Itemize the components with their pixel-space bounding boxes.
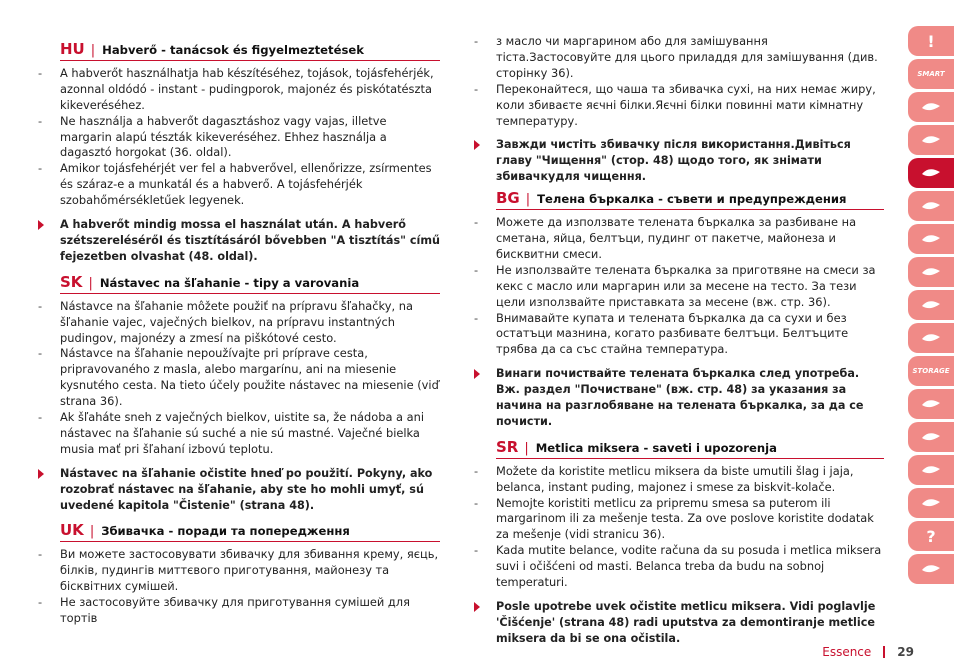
section-heading — [496, 437, 884, 459]
kneading-hook-icon-shape — [919, 228, 943, 250]
chapter-tabs — [908, 26, 954, 587]
section-hu — [38, 42, 440, 265]
beater-icon-shape — [919, 96, 943, 118]
beater-icon[interactable] — [908, 92, 954, 122]
smart-control-icon[interactable] — [908, 59, 954, 89]
cleaning-note — [474, 599, 884, 647]
note-text: A habverőt mindig mossa el használat után. A habverő szétszerelésérőI és tisztításáról bővebben "A tisztítás" című fejezetben olvashat (48. oldal). — [60, 218, 440, 263]
kneading-hook-icon[interactable] — [908, 224, 954, 254]
meat-mincer-icon-shape — [919, 294, 943, 316]
tips-list — [38, 66, 440, 209]
list-item: - A habverőt használhatja hab készítéséhez, tojások, tojásfehérjék, azonnal oldódó - instant - pudingporok, majonéz és piskótatészta kikeveréséhez. — [38, 66, 440, 114]
list-item: - Внимавайте купата и телената бъркалка да са сухи и без остатъци мазнина, когато разбивате белтъци. Белтъците трябва да са със стайна температура. — [474, 311, 884, 359]
note-marker-icon — [38, 469, 44, 479]
footer-divider — [883, 646, 885, 658]
mixer-attachment-icon[interactable] — [908, 257, 954, 287]
heading-divider: | — [90, 43, 96, 58]
tab-glyph: SMART — [917, 70, 945, 78]
cleaning-note — [38, 466, 440, 514]
citrus-press-icon[interactable] — [908, 323, 954, 353]
language-code: UK — [60, 521, 84, 540]
recipe-icon[interactable] — [908, 554, 954, 584]
blender-icon-shape — [919, 195, 943, 217]
tap-icon-shape — [919, 393, 943, 415]
heading-divider: | — [88, 275, 93, 291]
right-column — [474, 34, 884, 657]
note-marker-icon — [38, 220, 44, 230]
list-item: - Amikor tojásfehérjét ver fel a habverővel, ellenőrizze, zsírmentes és száraz-e a munkatál és a habverő. A tojásfehérjék szobahőmérsékletűek legyenek. — [38, 161, 440, 209]
storage-icon[interactable] — [908, 356, 954, 386]
tap-icon[interactable] — [908, 389, 954, 419]
list-item: - Переконайтеся, що чаша та збивачка сухі, на них немає жиру, коли збиваєте яєчні білки.Яєчні білки повинні мати кімнатну температуру. — [474, 82, 884, 130]
section-title: Збивачка - поради та попередження — [101, 524, 350, 539]
section-heading — [60, 523, 440, 542]
list-item: - Ak šľaháte sneh z vaječných bielkov, uistite sa, že nádoba a ani nástavec na šľahanie sú suché a nie sú mastné. Vaječné bielka musia mať pri šľahaní izbovú teplotu. — [38, 410, 440, 458]
whisk-icon-shape — [919, 129, 943, 151]
section-heading — [60, 272, 440, 294]
section-bg — [474, 191, 884, 430]
section-uk — [38, 523, 440, 626]
note-text: Nástavec na šľahanie očistite hneď po použití. Pokyny, ako rozobrať nástavec na šľahanie, aby ste ho mohli umyť, sú uvedené kapitola "Čistenie" (strana 48). — [60, 466, 433, 512]
list-item: - Ne használja a habverőt dagasztáshoz vagy vajas, illetve margarin alapú tészták kikeveréséhez. Ehhez használja a dagasztó horgokat (36. oldal). — [38, 114, 440, 162]
tips-list — [38, 547, 440, 627]
recycle-icon[interactable] — [908, 422, 954, 452]
section-heading — [496, 191, 884, 210]
magnifier-icon-shape — [919, 459, 943, 481]
list-item: - Не застосовуйте збивачку для приготування сумішей для тортів — [38, 595, 440, 627]
list-item: - Kada mutite belance, vodite računa da su posuda i metlica miksera suvi i očišćeni od masti. Belanca treba da budu na sobnoj temperaturi. — [474, 543, 884, 591]
question-icon[interactable] — [908, 521, 954, 551]
tab-glyph: ! — [927, 31, 935, 51]
tab-glyph: STORAGE — [912, 367, 950, 375]
brand-name: Essence — [822, 645, 872, 659]
page-number: 29 — [897, 645, 914, 659]
list-item: - Ви можете застосовувати збивачку для збивання кремy, яєць, білків, пудингів миттєвого приготування, майонезу та бісквітних сумішей. — [38, 547, 440, 595]
section-sr — [474, 437, 884, 647]
tips-list — [474, 215, 884, 358]
page-footer — [822, 645, 914, 659]
list-item: - Nemojte koristiti metlicu za pripremu smesa sa puterom ili margarinom ili za mešenje testa. Za ove poslove koristite dodatak za mešenje (vidi stranicu 36). — [474, 496, 884, 544]
meat-mincer-icon[interactable] — [908, 290, 954, 320]
tips-list — [38, 299, 440, 458]
list-item: - Nástavce na šľahanie môžete použiť na prípravu šľahačky, na šľahanie vajec, vaječných bielkov, na prípravu instantných pudingov, majonézy a zmesí na piškótové cesto. — [38, 299, 440, 347]
language-code: SK — [60, 272, 83, 291]
exclamation-icon[interactable] — [908, 26, 954, 56]
world-wide-guarantee-icon[interactable] — [908, 488, 954, 518]
mixer-attachment-icon-shape — [919, 261, 943, 283]
whisk-attachment-icon-shape — [919, 162, 943, 184]
note-marker-icon — [474, 369, 480, 379]
tips-list — [474, 464, 884, 591]
recycle-icon-shape — [919, 426, 943, 448]
note-text: Винаги почиствайте телената бъркалка след употреба. Вж. раздел "Почистване" (вж. стр. 48) за указания за начина на разглобяване на телената бъркалка, за да се почисти. — [496, 367, 864, 428]
continued-note: Завжди чистіть збивачку після використання.Дивіться главу "Чищення" (стор. 48) щодо того, як знімати збивачкудля чищення. — [474, 137, 884, 185]
section-sk — [38, 272, 440, 514]
heading-divider: | — [89, 524, 95, 540]
cleaning-note — [474, 366, 884, 430]
left-column — [38, 36, 440, 637]
heading-divider: | — [524, 440, 529, 456]
language-code: SR — [496, 437, 519, 456]
blender-icon[interactable] — [908, 191, 954, 221]
note-marker-icon — [474, 602, 480, 612]
world-wide-guarantee-icon-shape — [919, 492, 943, 514]
list-item: - Nástavce na šľahanie nepoužívajte pri príprave cesta, pripravovaného z masla, alebo margarínu, ani na miesenie kysnutého cesta. Na tieto účely použite nástavec na miesenie (viď strana 36). — [38, 346, 440, 410]
language-code: HU — [60, 40, 85, 58]
magnifier-icon[interactable] — [908, 455, 954, 485]
cleaning-note — [38, 217, 440, 265]
list-item: - Možete da koristite metlicu miksera da biste umutili šlag i jaja, belanca, instant puding, majonez i smese za biskvit-kolače. — [474, 464, 884, 496]
section-title: Habverő - tanácsok és figyelmeztetések — [102, 43, 364, 57]
section-title: Metlica miksera - saveti i upozorenja — [535, 440, 777, 455]
list-item: - Можете да използвате телената бъркалка за разбиване на сметана, яйца, белтъци, пудинг от пакетче, майонеза и бисквитни смеси. — [474, 215, 884, 263]
section-title: Nástavec na šľahanie - tipy a varovania — [99, 275, 360, 290]
heading-divider: | — [525, 192, 531, 208]
continued-list — [474, 34, 884, 129]
citrus-press-icon-shape — [919, 327, 943, 349]
note-marker-icon — [474, 140, 480, 150]
note-text: Posle upotrebe uvek očistite metlicu miksera. Vidi poglavlje 'Čišćenje' (strana 48) radi uputstva za demontiranje metlice miksera da bi se ona očistila. — [496, 600, 876, 645]
language-code: BG — [496, 189, 520, 208]
tab-glyph: ? — [926, 526, 936, 546]
list-item: - з масло чи маргарином або для замішування тіста.Застосовуйте для цього приладдя для замішування (див. сторінку 36). — [474, 34, 884, 82]
list-item: - Не използвайте телената бъркалка за приготвяне на смеси за кекс с масло или маргарин или за месене на тесто. За тези цели използвайте приставката за месене (вж. стр. 36). — [474, 263, 884, 311]
section-title: Телена бъркалка - съвети и предупреждения — [537, 192, 847, 207]
recipe-icon-shape — [919, 558, 943, 580]
whisk-attachment-icon[interactable] — [908, 158, 954, 188]
whisk-icon[interactable] — [908, 125, 954, 155]
section-heading — [60, 42, 440, 61]
